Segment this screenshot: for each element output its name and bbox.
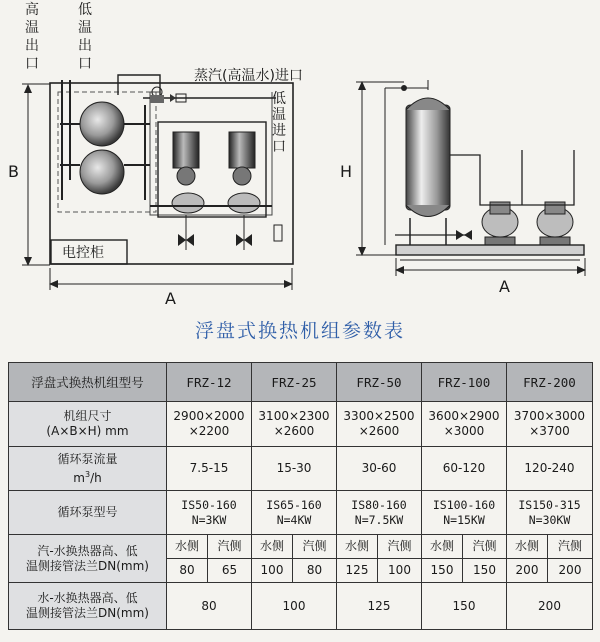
model-col-3: FRZ-50 [337, 363, 422, 402]
sub-water: 水侧 [167, 535, 208, 559]
dim-a-right-label: A [499, 277, 510, 296]
low-temp-outlet-label: 低温出口 [78, 2, 92, 72]
model-col-5: FRZ-200 [507, 363, 593, 402]
size-cell: 3300×2500 ×2600 [337, 402, 422, 447]
pump-motor-1 [173, 132, 199, 168]
model-col-4: FRZ-100 [422, 363, 507, 402]
pump-label: 循环泵型号 [9, 491, 167, 535]
steam-dn-cell: 200 [507, 559, 548, 583]
steam-dn-cell: 80 [293, 559, 337, 583]
water-dn-cell: 80 [167, 583, 252, 630]
header-model-label: 浮盘式换热机组型号 [9, 363, 167, 402]
water-dn-cell: 200 [507, 583, 593, 630]
steam-dn-cell: 125 [337, 559, 378, 583]
flow-cell: 30-60 [337, 447, 422, 491]
size-cell: 3600×2900 ×3000 [422, 402, 507, 447]
steam-dn-cell: 80 [167, 559, 208, 583]
right-elevation-view [340, 80, 586, 296]
control-cabinet-label: 电控柜 [62, 245, 104, 261]
dim-b-label: B [8, 162, 19, 181]
water-dn-cell: 100 [252, 583, 337, 630]
model-col-1: FRZ-12 [167, 363, 252, 402]
pump-motor-2 [229, 132, 255, 168]
pump-cell: IS65-160 N=4KW [252, 491, 337, 535]
low-temp-inlet-label: 低温进口 [272, 91, 286, 155]
steam-dn-cell: 65 [208, 559, 252, 583]
table-row-flow [9, 447, 593, 491]
sub-steam: 汽侧 [463, 535, 507, 559]
flow-cell: 7.5-15 [167, 447, 252, 491]
size-cell: 2900×2000 ×2200 [167, 402, 252, 447]
dim-a-left-label: A [165, 289, 176, 308]
spec-table [8, 362, 593, 630]
flow-cell: 120-240 [507, 447, 593, 491]
water-dn-cell: 125 [337, 583, 422, 630]
table-row-pump [9, 491, 593, 535]
table-row-size [9, 402, 593, 447]
table-title: 浮盘式换热机组参数表 [194, 320, 405, 342]
steam-label: 汽-水换热器高、低 温侧接管法兰DN(mm) [9, 535, 167, 583]
heat-exchanger-tank [406, 105, 450, 210]
sub-water: 水侧 [422, 535, 463, 559]
sub-steam: 汽侧 [208, 535, 252, 559]
water-label: 水-水换热器高、低 温侧接管法兰DN(mm) [9, 583, 167, 630]
skid-base [396, 245, 584, 255]
flow-cell: 60-120 [422, 447, 507, 491]
pump-cell: IS150-315 N=30KW [507, 491, 593, 535]
water-dn-cell: 150 [422, 583, 507, 630]
pump-cell: IS100-160 N=15KW [422, 491, 507, 535]
flow-cell: 15-30 [252, 447, 337, 491]
pump-cell: IS50-160 N=3KW [167, 491, 252, 535]
size-cell: 3100×2300 ×2600 [252, 402, 337, 447]
model-col-2: FRZ-25 [252, 363, 337, 402]
sub-water: 水侧 [337, 535, 378, 559]
schematic-diagrams [0, 0, 600, 320]
sub-steam: 汽侧 [378, 535, 422, 559]
dim-h-label: H [340, 162, 353, 181]
pump-volute-2 [228, 193, 260, 213]
high-temp-outlet-label: 高温出口 [25, 2, 39, 72]
steam-dn-cell: 150 [463, 559, 507, 583]
sub-steam: 汽侧 [293, 535, 337, 559]
steam-dn-cell: 100 [252, 559, 293, 583]
left-plan-view [8, 1, 303, 308]
flow-label: 循环泵流量 $m^3/h$ [9, 447, 167, 491]
size-cell: 3700×3000 ×3700 [507, 402, 593, 447]
sub-water: 水侧 [507, 535, 548, 559]
table-row-water [9, 583, 593, 630]
sub-water: 水侧 [252, 535, 293, 559]
steam-dn-cell: 150 [422, 559, 463, 583]
sub-steam: 汽侧 [548, 535, 593, 559]
steam-dn-cell: 100 [378, 559, 422, 583]
steam-inlet-label: 蒸汽(高温水)进口 [194, 68, 303, 84]
plate-exchanger-lower [80, 150, 124, 194]
size-label: 机组尺寸 (A×B×H) mm [9, 402, 167, 447]
table-row-steam-sub [9, 535, 593, 559]
pump-volute-1 [172, 193, 204, 213]
pump-cell: IS80-160 N=7.5KW [337, 491, 422, 535]
plate-exchanger-upper [80, 102, 124, 146]
steam-dn-cell: 200 [548, 559, 593, 583]
table-header-row [9, 363, 593, 402]
